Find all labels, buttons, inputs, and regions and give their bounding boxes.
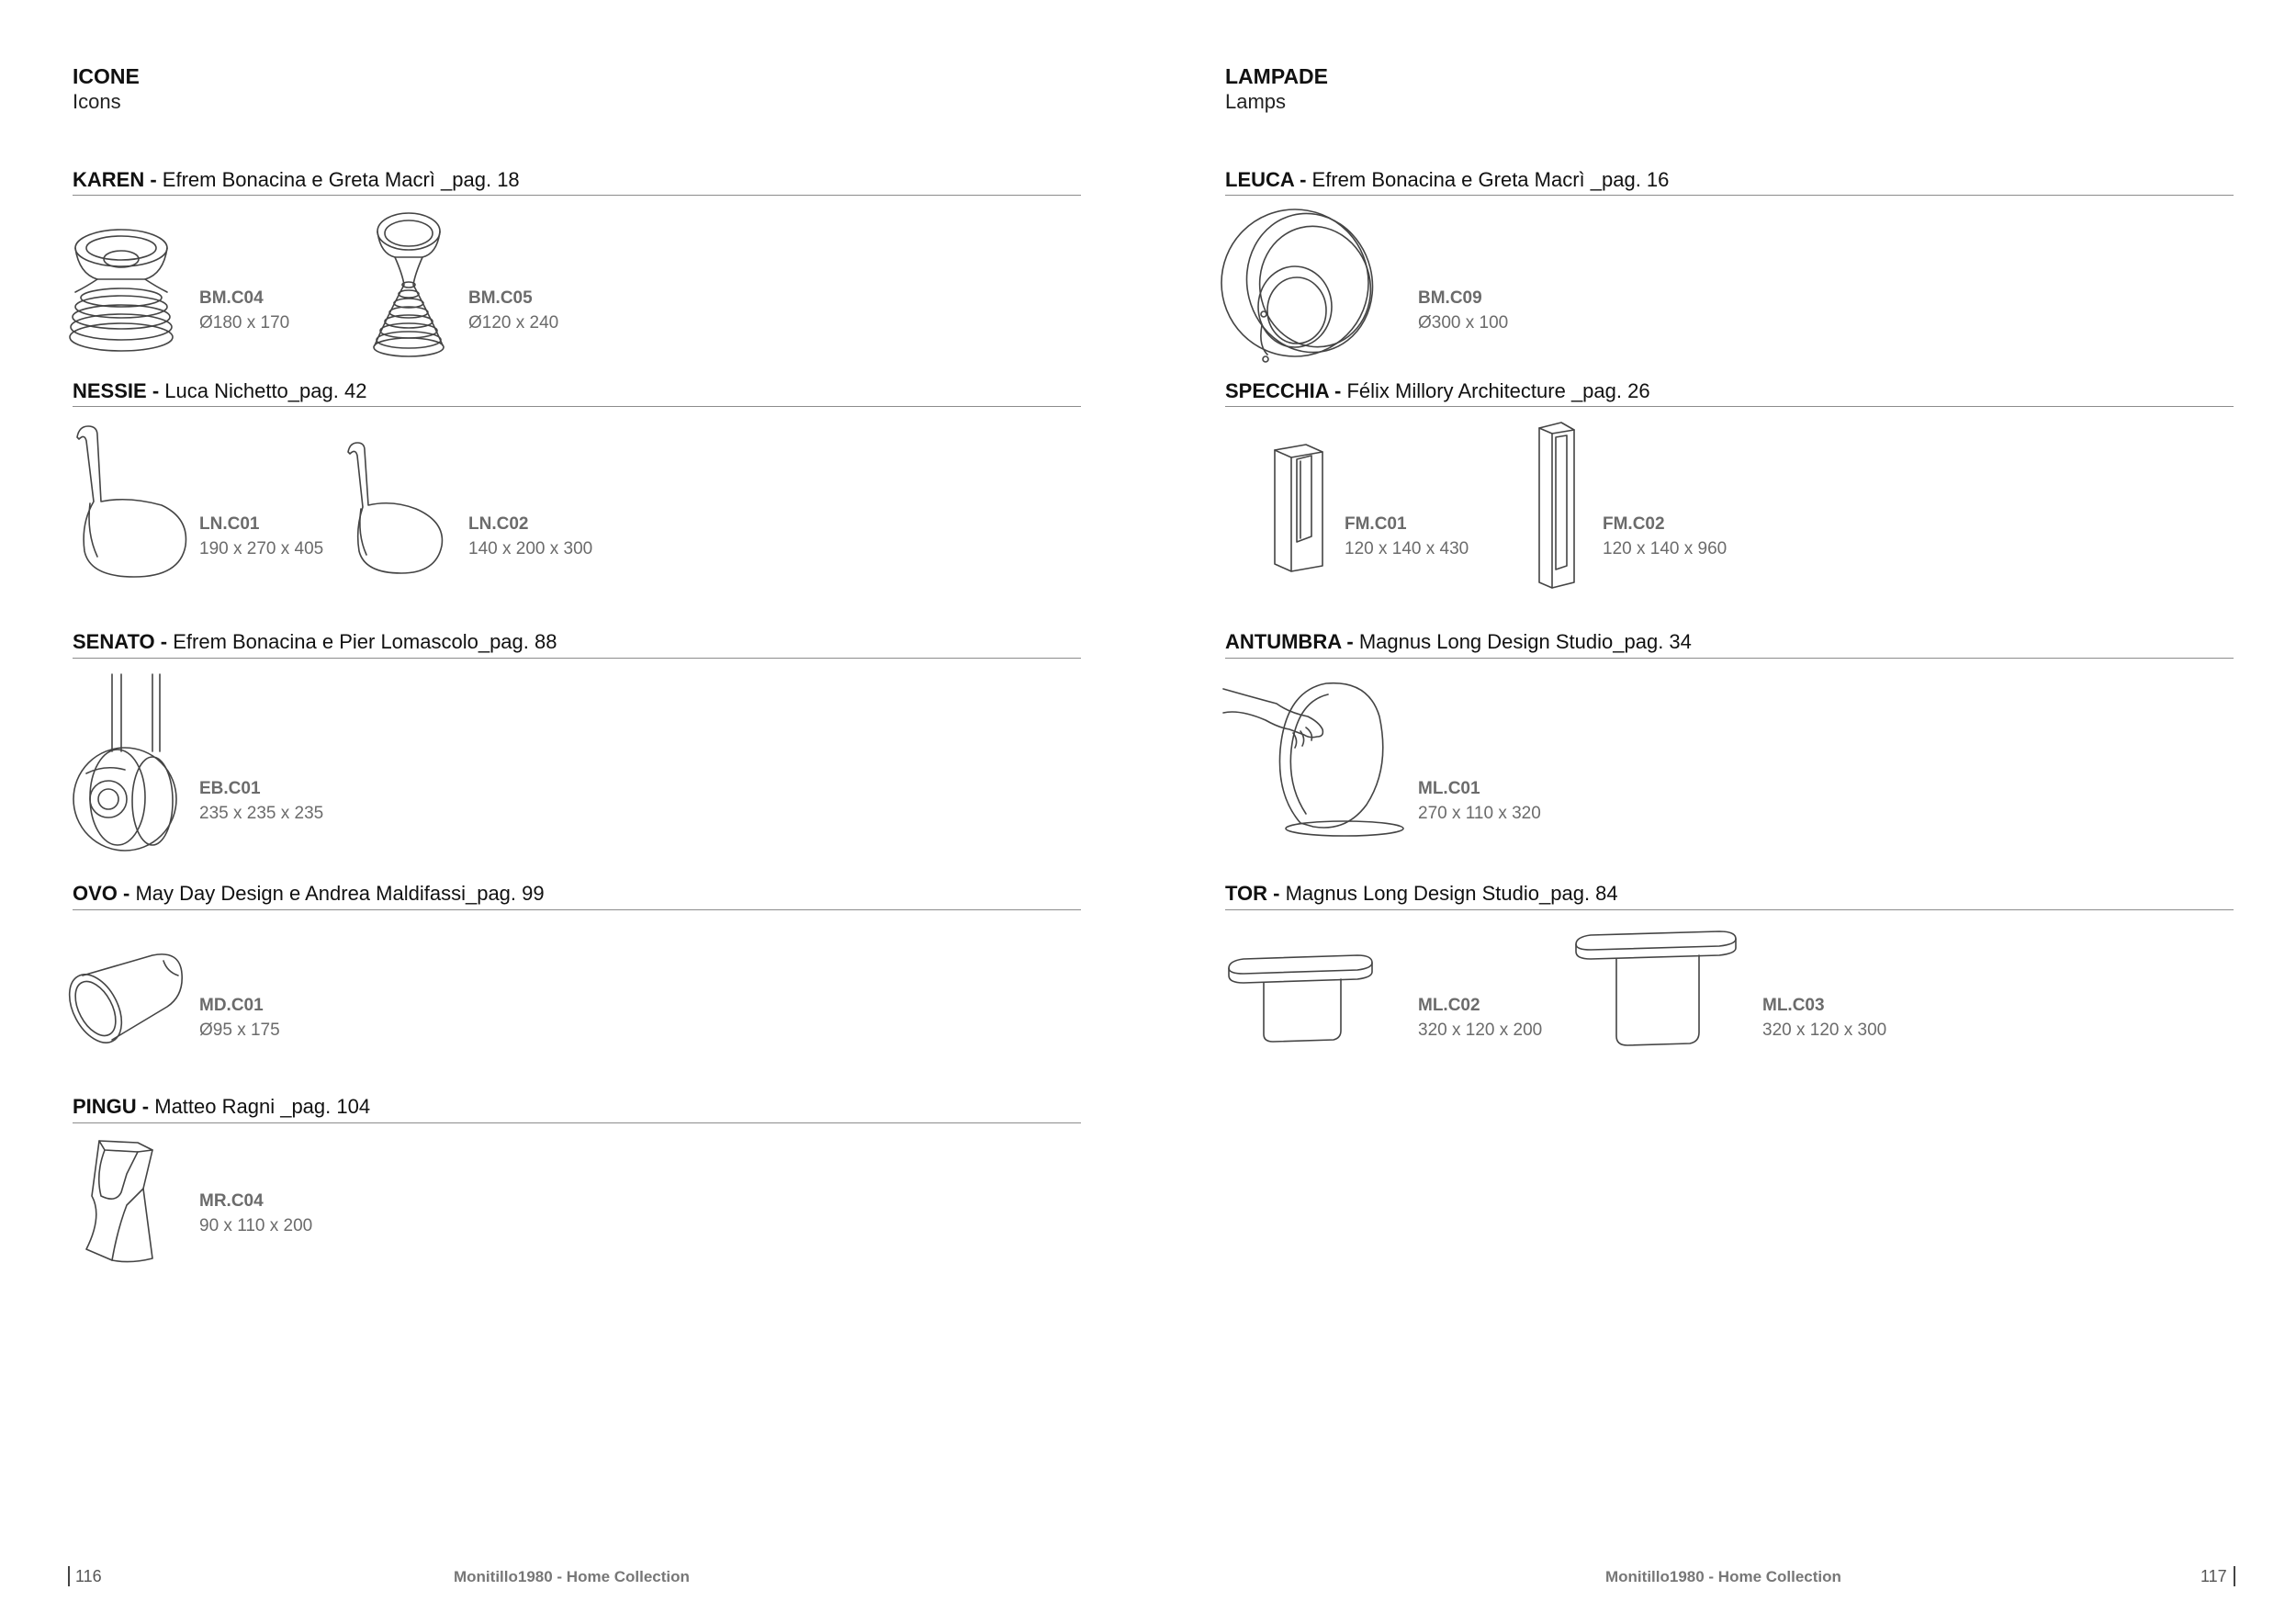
product-dimensions: 320 x 120 x 300: [1762, 1021, 1887, 1040]
section-rule: [73, 909, 1081, 910]
section-header-nessie: [73, 379, 366, 403]
product-code: LN.C02: [468, 514, 529, 534]
section-rule: [73, 1122, 1081, 1123]
section-header-senato: [73, 630, 557, 654]
section-header-specchia: [1225, 379, 1650, 403]
product-illustration-fm-c01: [1269, 441, 1334, 573]
product-dimensions: 270 x 110 x 320: [1418, 804, 1541, 823]
product-code: FM.C01: [1345, 514, 1407, 534]
section-rule: [1225, 909, 2234, 910]
section-name: PINGU: [73, 1095, 137, 1118]
product-illustration-fm-c02: [1536, 421, 1580, 592]
product-code: BM.C09: [1418, 288, 1482, 308]
product-dimensions: 120 x 140 x 430: [1345, 539, 1469, 558]
section-credit: May Day Design e Andrea Maldifassi_pag. 99: [135, 882, 545, 905]
product-dimensions: 235 x 235 x 235: [199, 804, 324, 823]
product-illustration-bm-c05: [367, 209, 450, 362]
product-dimensions: 140 x 200 x 300: [468, 539, 593, 558]
product-dimensions: Ø95 x 175: [199, 1021, 280, 1040]
product-illustration-ml-c02: [1225, 952, 1378, 1045]
section-credit: Félix Millory Architecture _pag. 26: [1346, 379, 1650, 402]
right-footer-text: Monitillo1980 - Home Collection: [1605, 1568, 1841, 1585]
section-name: SPECCHIA: [1225, 379, 1329, 402]
left-category-title: ICONE: [73, 64, 140, 88]
product-dimensions: 90 x 110 x 200: [199, 1216, 313, 1235]
product-illustration-mr-c04: [79, 1137, 162, 1266]
section-separator: -: [1328, 379, 1347, 402]
section-credit: Efrem Bonacina e Pier Lomascolo_pag. 88: [173, 630, 557, 653]
product-dimensions: Ø300 x 100: [1418, 313, 1509, 333]
section-name: LEUCA: [1225, 168, 1294, 191]
right-category-title: LAMPADE: [1225, 64, 1329, 88]
section-rule: [1225, 406, 2234, 407]
product-code: ML.C01: [1418, 779, 1480, 798]
product-dimensions: Ø180 x 170: [199, 313, 290, 333]
section-credit: Matteo Ragni _pag. 104: [154, 1095, 371, 1118]
section-header-antumbra: [1225, 630, 1692, 654]
left-page-number: 116: [75, 1567, 102, 1585]
section-name: KAREN: [73, 168, 145, 191]
product-dimensions: Ø120 x 240: [468, 313, 559, 333]
product-code: MD.C01: [199, 996, 264, 1015]
section-header-karen: [73, 168, 520, 192]
product-illustration-ln-c02: [344, 439, 455, 586]
section-header-leuca: [1225, 168, 1669, 192]
product-illustration-bm-c09: [1218, 208, 1383, 364]
product-illustration-bm-c04: [66, 213, 176, 360]
section-rule: [73, 658, 1081, 659]
section-credit: Efrem Bonacina e Greta Macrì _pag. 16: [1311, 168, 1670, 191]
section-separator: -: [136, 1095, 155, 1118]
section-rule: [73, 195, 1081, 196]
left-category-subtitle: Icons: [73, 90, 121, 113]
product-illustration-eb-c01: [68, 672, 197, 856]
product-dimensions: 320 x 120 x 200: [1418, 1021, 1543, 1040]
product-illustration-ln-c01: [70, 423, 198, 588]
section-name: ANTUMBRA: [1225, 630, 1342, 653]
right-category-subtitle: Lamps: [1225, 90, 1287, 113]
section-credit: Luca Nichetto_pag. 42: [164, 379, 367, 402]
right-page-number: 117: [2200, 1567, 2227, 1585]
section-separator: -: [1341, 630, 1359, 653]
section-separator: -: [144, 168, 163, 191]
product-code: ML.C02: [1418, 996, 1480, 1015]
page-number-bar: [2234, 1566, 2235, 1586]
section-header-pingu: [73, 1095, 370, 1119]
section-separator: -: [1267, 882, 1286, 905]
product-code: BM.C04: [199, 288, 264, 308]
product-code: ML.C03: [1762, 996, 1825, 1015]
section-credit: Efrem Bonacina e Greta Macrì _pag. 18: [162, 168, 520, 191]
product-code: FM.C02: [1603, 514, 1665, 534]
section-name: SENATO: [73, 630, 155, 653]
section-separator: -: [154, 630, 174, 653]
product-illustration-ml-c01: [1221, 676, 1405, 838]
section-separator: -: [117, 882, 136, 905]
section-header-tor: [1225, 882, 1618, 906]
product-illustration-ml-c03: [1572, 928, 1741, 1049]
product-illustration-md-c01: [68, 952, 187, 1053]
section-name: OVO: [73, 882, 118, 905]
product-code: LN.C01: [199, 514, 260, 534]
section-credit: Magnus Long Design Studio_pag. 34: [1358, 630, 1692, 653]
section-separator: -: [146, 379, 165, 402]
section-rule: [1225, 195, 2234, 196]
product-dimensions: 120 x 140 x 960: [1603, 539, 1728, 558]
section-rule: [1225, 658, 2234, 659]
section-name: NESSIE: [73, 379, 147, 402]
page-number-bar: [68, 1566, 70, 1586]
section-rule: [73, 406, 1081, 407]
product-code: MR.C04: [199, 1191, 264, 1211]
product-dimensions: 190 x 270 x 405: [199, 539, 324, 558]
left-footer-text: Monitillo1980 - Home Collection: [454, 1568, 690, 1585]
product-code: EB.C01: [199, 779, 261, 798]
section-separator: -: [1293, 168, 1312, 191]
section-header-ovo: [73, 882, 545, 906]
product-code: BM.C05: [468, 288, 533, 308]
section-credit: Magnus Long Design Studio_pag. 84: [1285, 882, 1618, 905]
section-name: TOR: [1225, 882, 1268, 905]
